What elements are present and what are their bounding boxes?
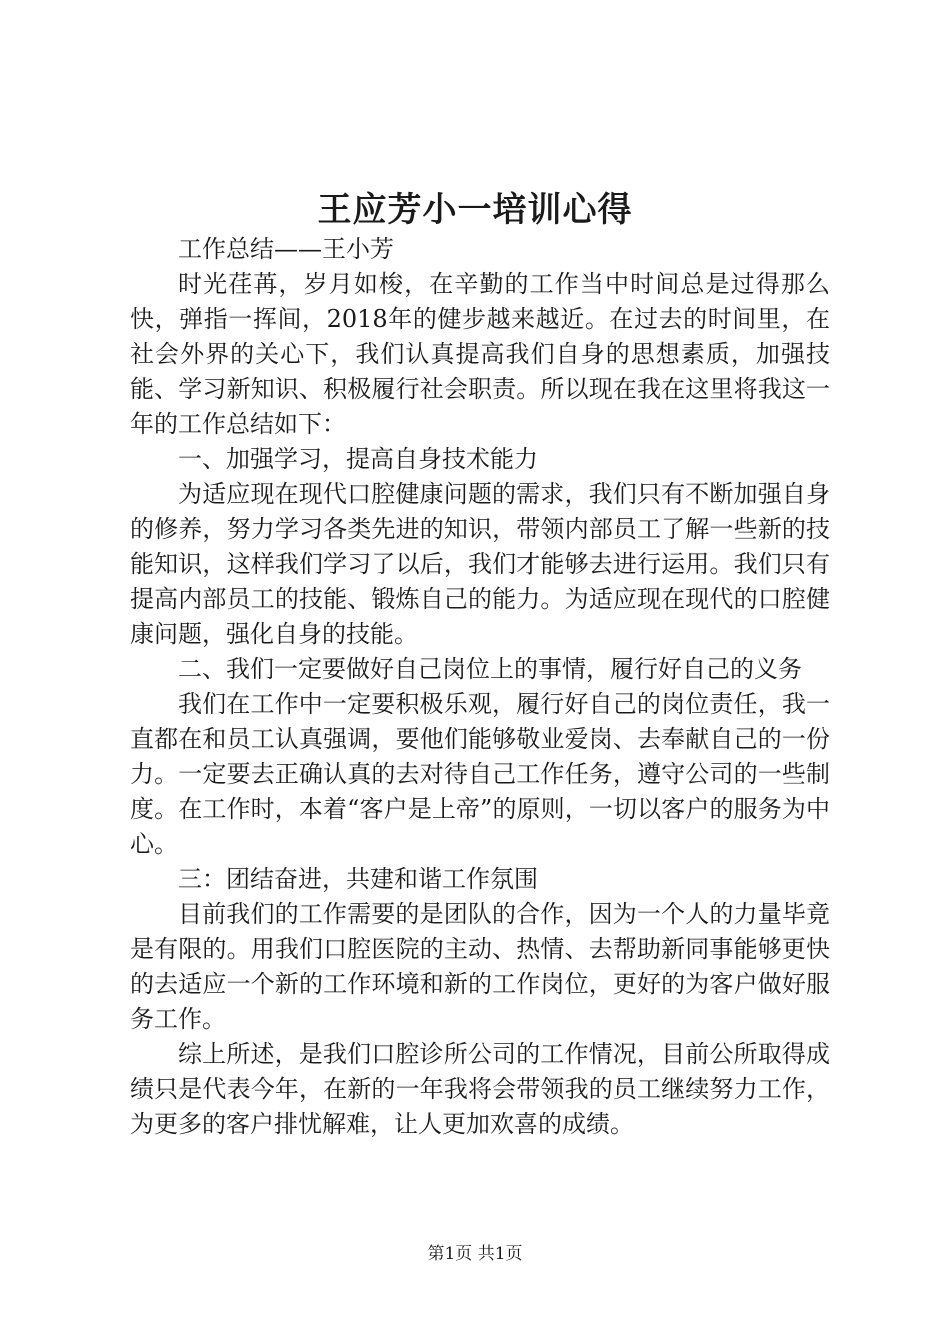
paragraph-section-2: 我们在工作中一定要积极乐观，履行好自己的岗位责任，我一直都在和员工认真强调，要他们能够敬业爱岗、去奉献自己的一份力。一定要去正确认真的去对待自己工作任务，遵守公司的一些制度。在工作时，本着“客户是上帝”的原则，一切以客户的服务为中心。 xyxy=(130,690,830,858)
section-heading-3: 三：团结奋进，共建和谐工作氛围 xyxy=(178,865,538,893)
page-number-footer: 第1页 共1页 xyxy=(427,1244,523,1264)
section-heading-1: 一、加强学习，提高自身技术能力 xyxy=(178,445,538,473)
paragraph-conclusion: 综上所述，是我们口腔诊所公司的工作情况，目前公所取得成绩只是代表今年，在新的一年我将会带领我的员工继续努力工作，为更多的客户排忧解难，让人更加欢喜的成绩。 xyxy=(130,1040,830,1138)
paragraph-section-3: 目前我们的工作需要的是团队的合作，因为一个人的力量毕竟是有限的。用我们口腔医院的主动、热情、去帮助新同事能够更快的去适应一个新的工作环境和新的工作岗位，更好的为客户做好服务工作。 xyxy=(130,900,830,1033)
paragraph-section-1: 为适应现在现代口腔健康问题的需求，我们只有不断加强自身的修养，努力学习各类先进的知识，带领内部员工了解一些新的技能知识，这样我们学习了以后，我们才能够去进行运用。我们只有提高内部员工的技能、锻炼自己的能力。为适应现在现代的口腔健康问题，强化自身的技能。 xyxy=(130,480,830,648)
paragraph-author-line: 工作总结——王小芳 xyxy=(178,235,394,263)
document-body xyxy=(130,232,830,1142)
document-title: 王应芳小一培训心得 xyxy=(317,190,633,230)
section-heading-2: 二、我们一定要做好自己岗位上的事情，履行好自己的义务 xyxy=(178,655,802,683)
paragraph-intro: 时光荏苒，岁月如梭，在辛勤的工作当中时间总是过得那么快，弹指一挥间，2018年的健步越来越近。在过去的时间里，在社会外界的关心下，我们认真提高我们自身的思想素质，加强技能、学习新知识、积极履行社会职责。所以现在我在这里将我这一年的工作总结如下： xyxy=(130,270,830,438)
